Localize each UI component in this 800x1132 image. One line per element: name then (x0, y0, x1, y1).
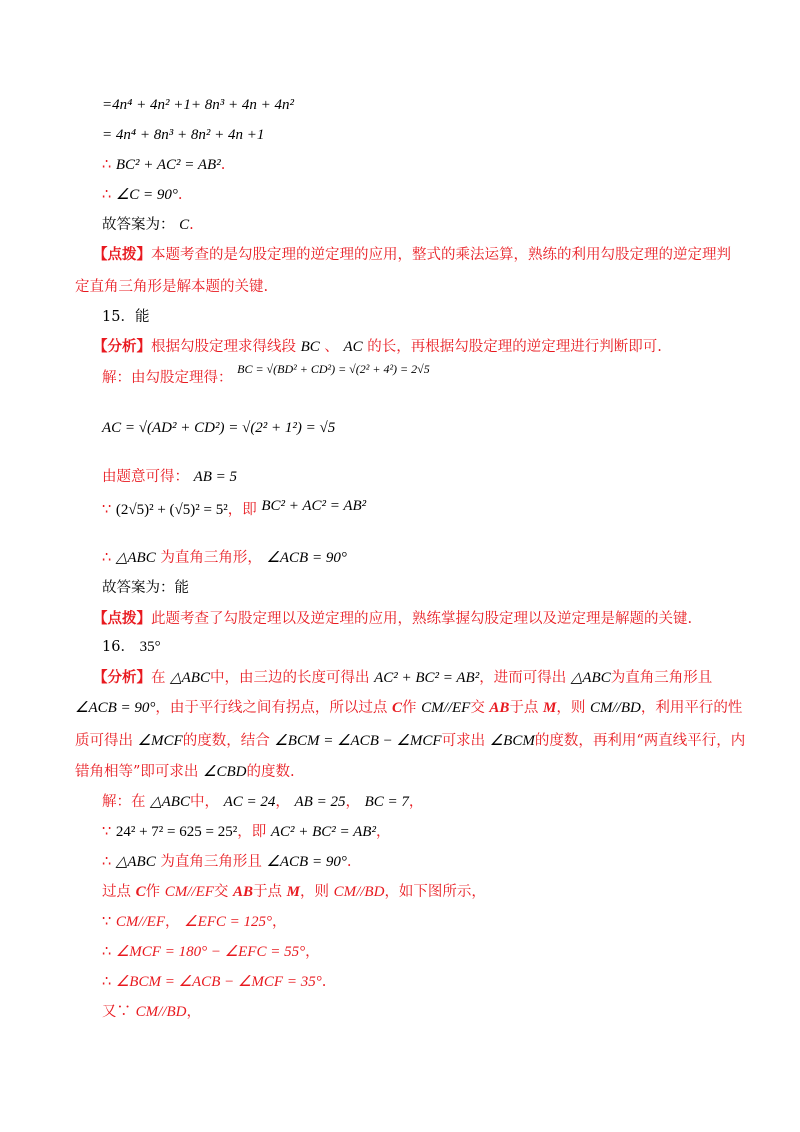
parallel-term: CM//EF (164, 884, 214, 900)
equation-text: (2√5)² + (√5)² = 5² (115, 502, 228, 518)
remark-tag: 【点拨】 (93, 610, 151, 627)
segment-label: AB (233, 884, 254, 900)
remark-text: 本题考查的是勾股定理的逆定理的应用，整式的乘法运算，熟练的利用勾股定理的逆定理判 (151, 247, 731, 263)
parallel-term: CM//BD (590, 700, 641, 716)
question-number: 15．能 (102, 309, 150, 325)
solution-line-15c (102, 467, 237, 487)
because-symbol: ∵ (102, 914, 112, 930)
connector-text: ，即 (227, 502, 257, 518)
solution-text: 为直角三角形且 (160, 854, 262, 870)
analysis-line-16c (75, 731, 745, 751)
equation-text: ∠ACB = 90° (75, 700, 156, 716)
punctuation: . (189, 217, 194, 233)
analysis-text: 的度数. (246, 764, 295, 780)
triangle-term: △ABC (115, 550, 156, 566)
punctuation: . (321, 974, 327, 990)
equation-text: BC² + AC² = AB² (115, 157, 221, 173)
solution-line-16c (102, 852, 351, 872)
analysis-text: 根据勾股定理求得线段 (151, 339, 296, 355)
solution-label: 解：在 (102, 794, 146, 810)
analysis-text: ，利用平行的性 (640, 700, 743, 716)
solution-text: 交 (213, 884, 229, 900)
solution-label: 由题意可得： (102, 469, 189, 485)
equation-text: AC² + BC² = AB² (270, 824, 376, 840)
answer-text: 故答案为：能 (102, 580, 189, 596)
punctuation: ， (165, 914, 180, 930)
answer-value: 35° (139, 639, 161, 655)
analysis-text: 交 (470, 700, 485, 716)
solution-line-16h (102, 1002, 201, 1022)
solution-line-16f (102, 942, 320, 962)
equation-text: ∠ACB = 90° (266, 854, 347, 870)
analysis-line-16b (75, 698, 742, 718)
conclusion-line-2 (102, 185, 183, 205)
because-symbol: ∵ (102, 824, 112, 840)
analysis-line-16a (93, 668, 712, 688)
remark-line-14a (93, 245, 731, 265)
answer-line-14 (102, 215, 194, 235)
analysis-tag: 【分析】 (93, 338, 151, 355)
punctuation: ， (272, 914, 287, 930)
punctuation: ， (375, 824, 391, 840)
equation-line-1 (102, 95, 294, 115)
segment-label: AB (489, 700, 510, 716)
punctuation: . (346, 854, 352, 870)
equation-text: ∠BCM = ∠ACB − ∠MCF (274, 733, 442, 749)
connector-text: ，即 (237, 824, 267, 840)
solution-line-16g (102, 972, 326, 992)
question-15-header (102, 307, 149, 327)
equation-text: ∠EFC = 125° (184, 914, 273, 930)
equation-text: ∠BCM = ∠ACB − ∠MCF = 35° (115, 974, 322, 990)
math-term: AC (343, 339, 363, 355)
equation-text: BC = √(BD² + CD²) = √(2² + 4²) = 2√5 (237, 362, 430, 376)
answer-label: 故答案为： (102, 217, 175, 233)
conclusion-line-1 (102, 155, 225, 175)
equation-line-2 (102, 125, 264, 145)
therefore-symbol: ∴ (102, 187, 112, 203)
angle-term: ∠BCM (489, 733, 535, 749)
analysis-text: ，进而可得出 (479, 670, 567, 686)
parallel-term: CM//EF (421, 700, 471, 716)
equation-text: 24² + 7² = 625 = 25² (115, 824, 238, 840)
because-symbol: 又∵ (102, 1004, 131, 1020)
analysis-tag: 【分析】 (93, 669, 151, 686)
equation-text: = 4n⁴ + 8n³ + 8n² + 4n +1 (102, 127, 265, 143)
solution-line-15d (102, 500, 366, 520)
point-label: C (392, 700, 403, 716)
point-label: M (543, 700, 557, 716)
analysis-text: 质可得出 (75, 733, 133, 749)
remark-line-15 (93, 609, 692, 629)
analysis-text: 的度数，结合 (182, 733, 270, 749)
therefore-symbol: ∴ (102, 157, 112, 173)
solution-text: ，如下图所示， (384, 884, 486, 900)
solution-line-15a (102, 362, 430, 388)
therefore-symbol: ∴ (102, 550, 112, 566)
punctuation: ， (186, 1004, 201, 1020)
remark-text: 定直角三角形是解本题的关键. (75, 279, 269, 295)
analysis-text: 、 (319, 339, 339, 355)
analysis-text: 为直角三角形且 (610, 670, 713, 686)
remark-tag: 【点拨】 (93, 246, 151, 263)
punctuation: . (177, 187, 183, 203)
equation-text: AC = 24 (223, 794, 276, 810)
analysis-text: 的度数，再利用“两直线平行，内 (534, 733, 746, 749)
analysis-line-16d (75, 762, 295, 782)
punctuation: ， (408, 794, 424, 810)
analysis-text: 可求出 (441, 733, 486, 749)
point-label: M (286, 884, 300, 900)
equation-text: =4n⁴ + 4n² +1+ 8n³ + 4n + 4n² (102, 97, 294, 113)
solution-label: 解：由勾股定理得： (102, 370, 233, 386)
triangle-term: △ABC (150, 794, 190, 810)
solution-text: 于点 (253, 884, 283, 900)
equation-text: BC = 7 (364, 794, 409, 810)
question-16-header (102, 637, 161, 657)
answer-value: C (179, 217, 190, 233)
math-term: BC (300, 339, 320, 355)
triangle-term: △ABC (170, 670, 210, 686)
analysis-line-15 (93, 337, 662, 357)
punctuation: . (220, 157, 226, 173)
solution-line-15b (102, 418, 335, 438)
angle-term: ∠MCF (137, 733, 183, 749)
angle-term: ∠CBD (203, 764, 247, 780)
triangle-term: △ABC (570, 670, 611, 686)
solution-line-15e (102, 548, 347, 568)
solution-text: 中， (189, 794, 219, 810)
equation-text: ∠ACB = 90° (266, 550, 347, 566)
punctuation: ， (275, 794, 290, 810)
therefore-symbol: ∴ (102, 974, 112, 990)
analysis-text: ，由于平行线之间有拐点，所以过点 (155, 700, 388, 716)
solution-line-16e (102, 912, 287, 932)
analysis-text: ，则 (556, 700, 586, 716)
equation-text: AC² + BC² = AB² (374, 670, 480, 686)
solution-line-16d (102, 882, 486, 902)
therefore-symbol: ∴ (102, 944, 112, 960)
analysis-text: 于点 (509, 700, 539, 716)
solution-line-16a (102, 792, 423, 812)
punctuation: ， (305, 944, 320, 960)
because-symbol: ∵ (102, 502, 112, 518)
analysis-text: 的长，再根据勾股定理的逆定理进行判断即可. (362, 339, 662, 355)
point-label: C (135, 884, 146, 900)
answer-line-15 (102, 578, 189, 598)
solution-text: 作 (145, 884, 161, 900)
triangle-term: △ABC (115, 854, 156, 870)
remark-line-14b (75, 277, 268, 297)
equation-text: AB = 5 (193, 469, 238, 485)
equation-text: ∠MCF = 180° − ∠EFC = 55° (115, 944, 306, 960)
solution-text: ，则 (299, 884, 329, 900)
remark-text: 此题考查了勾股定理以及逆定理的应用，熟练掌握勾股定理以及逆定理是解题的关键. (151, 611, 693, 627)
therefore-symbol: ∴ (102, 854, 112, 870)
solution-text: 过点 (102, 884, 131, 900)
parallel-term: CM//BD (135, 1004, 187, 1020)
equation-text: AB = 25 (294, 794, 346, 810)
solution-line-16b (102, 822, 390, 842)
equation-text: BC² + AC² = AB² (261, 498, 367, 514)
analysis-text: 中，由三边的长度可得出 (209, 670, 370, 686)
equation-text: AC = √(AD² + CD²) = √(2² + 1²) = √5 (102, 420, 336, 436)
equation-text: ∠C = 90° (115, 187, 178, 203)
analysis-text: 错角相等”即可求出 (75, 764, 199, 780)
parallel-term: CM//EF (115, 914, 166, 930)
analysis-text: 作 (402, 700, 417, 716)
analysis-text: 在 (151, 670, 166, 686)
solution-text: 为直角三角形， (160, 550, 262, 566)
question-number: 16． (102, 639, 135, 655)
parallel-term: CM//BD (333, 884, 385, 900)
punctuation: ， (345, 794, 360, 810)
